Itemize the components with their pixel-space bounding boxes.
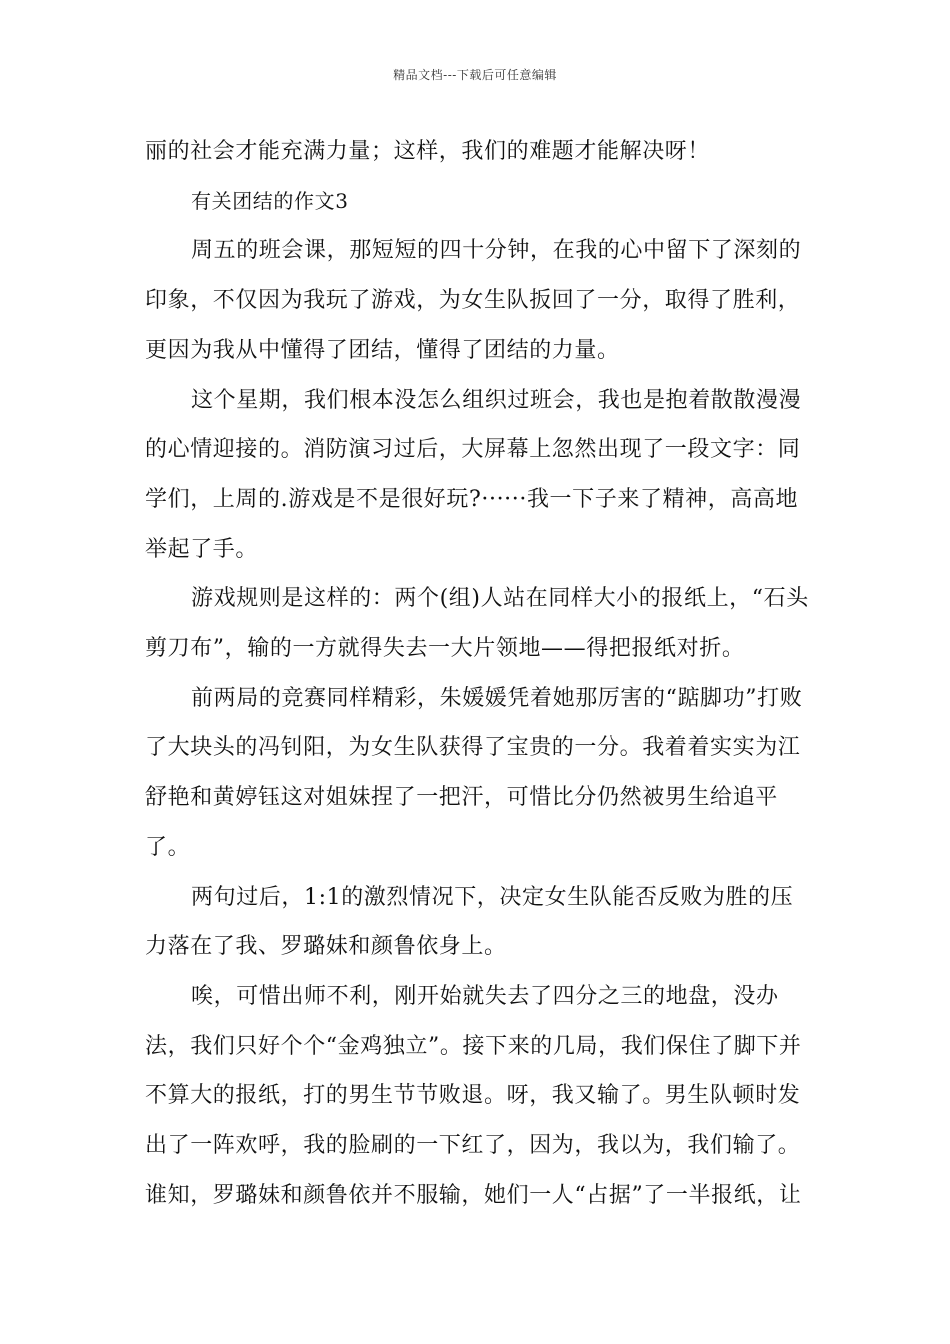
- essay-body: [145, 127, 810, 1220]
- paragraph: 游戏规则是这样的：两个(组)人站在同样大小的报纸上，“石头剪刀布”，输的一方就得失去一大片领地——得把报纸对折。: [145, 586, 809, 662]
- paragraph: 周五的班会课，那短短的四十分钟，在我的心中留下了深刻的印象，不仅因为我玩了游戏，为女生队扳回了一分，取得了胜利，更因为我从中懂得了团结，懂得了团结的力量。: [145, 238, 802, 363]
- paragraph: 前两局的竞赛同样精彩，朱媛媛凭着她那厉害的“踮脚功”打败了大块头的冯钊阳，为女生队获得了宝贵的一分。我着着实实为江舒艳和黄婷钰这对姐妹捏了一把汗，可惜比分仍然被男生给追平了。: [145, 685, 803, 860]
- paragraph-continuation: 丽的社会才能充满力量；这样，我们的难题才能解决呀！: [145, 139, 711, 164]
- page-header: 精品文档---下载后可任意编辑: [393, 68, 557, 82]
- paragraph: 两句过后，1:1的激烈情况下，决定女生队能否反败为胜的压力落在了我、罗璐妹和颜鲁依身上。: [145, 884, 794, 960]
- paragraph: 唉，可惜出师不利，刚开始就失去了四分之三的地盘，没办法，我们只好个个“金鸡独立”。接下来的几局，我们保住了脚下并不算大的报纸，打的男生节节败退。呀，我又输了。男生队顿时发出了一阵欢呼，我的脸刷的一下红了，因为，我以为，我们输了。谁知，罗璐妹和颜鲁依并不服输，她们一人“占据”了一半报纸，让: [145, 983, 802, 1208]
- essay-title: 有关团结的作文3: [191, 188, 349, 213]
- paragraph: 这个星期，我们根本没怎么组织过班会，我也是抱着散散漫漫的心情迎接的。消防演习过后，大屏幕上忽然出现了一段文字：同学们，上周的.游戏是不是很好玩?······我一下子来了精神，高高地举起了手。: [145, 387, 802, 562]
